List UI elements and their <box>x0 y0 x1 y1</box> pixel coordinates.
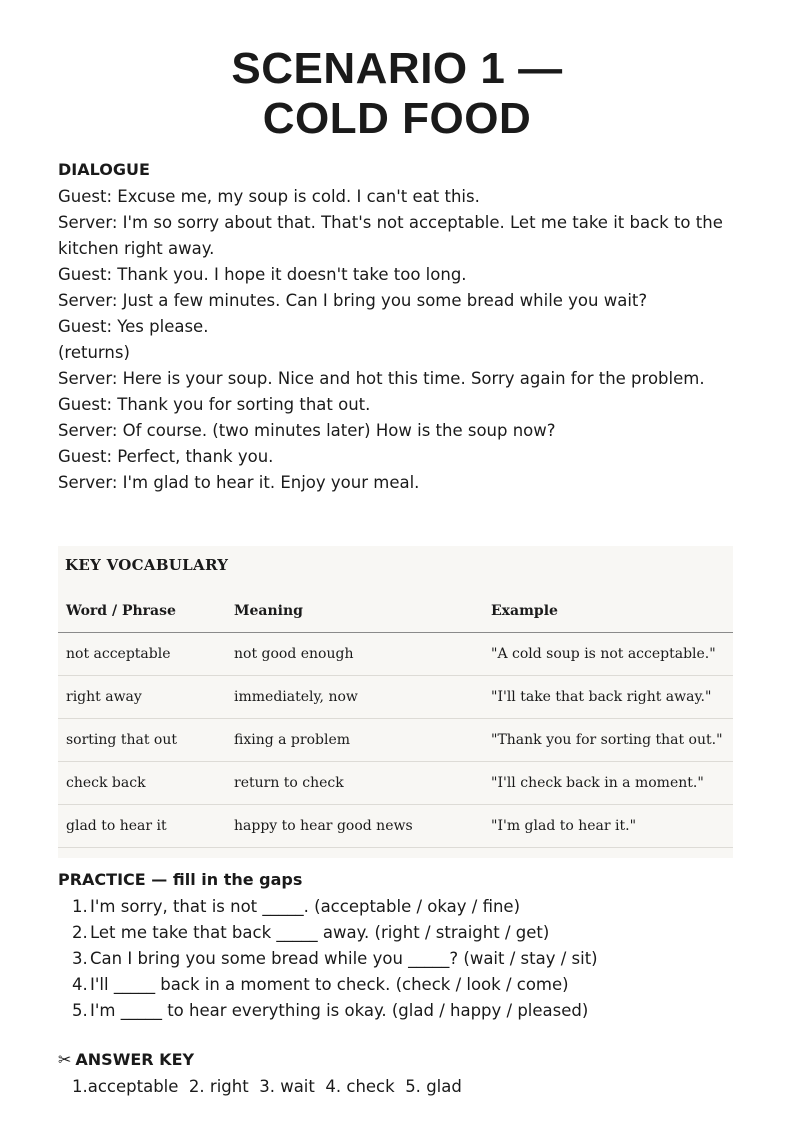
column-header-example: Example <box>483 590 733 633</box>
answer-key-list: 1.acceptable 2. right 3. wait 4. check 5. glad <box>72 1077 462 1096</box>
cell-meaning: immediately, now <box>226 676 483 719</box>
cell-meaning: happy to hear good news <box>226 805 483 848</box>
answer-key-heading: ANSWER KEY <box>75 1050 195 1069</box>
practice-item-text: I'm _____ to hear everything is okay. (glad / happy / pleased) <box>90 1001 589 1020</box>
cell-example: "Thank you for sorting that out." <box>483 719 733 762</box>
dialogue-text <box>58 184 748 496</box>
answer-item: acceptable <box>87 1077 179 1096</box>
page-title <box>0 44 794 144</box>
answer-item: right <box>209 1077 249 1096</box>
dialogue-line: Guest: Thank you for sorting that out. <box>58 395 371 414</box>
cell-meaning: return to check <box>226 762 483 805</box>
practice-item-text: I'm sorry, that is not _____. (acceptable / okay / fine) <box>90 897 521 916</box>
list-item: 5. I'm _____ to hear everything is okay. (glad / happy / pleased) <box>72 998 752 1024</box>
dialogue-line: Guest: Excuse me, my soup is cold. I can't eat this. <box>58 187 480 206</box>
list-item: 3. Can I bring you some bread while you _____? (wait / stay / sit) <box>72 946 752 972</box>
title-line-2: COLD FOOD <box>262 94 532 143</box>
list-item: 4. I'll _____ back in a moment to check. (check / look / come) <box>72 972 752 998</box>
cell-example: "A cold soup is not acceptable." <box>483 633 733 676</box>
cell-example: "I'll check back in a moment." <box>483 762 733 805</box>
answer-item: glad <box>426 1077 462 1096</box>
dialogue-line: (returns) <box>58 343 130 362</box>
table-header-row <box>58 590 733 633</box>
column-header-word: Word / Phrase <box>58 590 226 633</box>
dialogue-line: Server: Of course. (two minutes later) How is the soup now? <box>58 421 556 440</box>
cell-word: check back <box>58 762 226 805</box>
dialogue-line: Server: I'm so sorry about that. That's not acceptable. Let me take it back to the kitchen right away. <box>58 213 723 258</box>
cell-word: not acceptable <box>58 633 226 676</box>
cell-example: "I'll take that back right away." <box>483 676 733 719</box>
dialogue-line: Server: I'm glad to hear it. Enjoy your meal. <box>58 473 420 492</box>
practice-item-text: Can I bring you some bread while you _____? (wait / stay / sit) <box>90 949 598 968</box>
list-item: 2. Let me take that back _____ away. (right / straight / get) <box>72 920 752 946</box>
list-item: 1. I'm sorry, that is not _____. (acceptable / okay / fine) <box>72 894 752 920</box>
table-row <box>58 719 733 762</box>
table-row <box>58 805 733 848</box>
cell-example: "I'm glad to hear it." <box>483 805 733 848</box>
table-row <box>58 633 733 676</box>
vocabulary-heading: KEY VOCABULARY <box>65 556 229 574</box>
cell-word: right away <box>58 676 226 719</box>
title-line-1: SCENARIO 1 — <box>231 44 563 93</box>
dialogue-heading: DIALOGUE <box>58 160 150 179</box>
vocabulary-box <box>58 546 733 858</box>
answer-key-heading-row <box>58 1050 194 1069</box>
dialogue-line: Server: Here is your soup. Nice and hot this time. Sorry again for the problem. <box>58 369 705 388</box>
answer-item: check <box>346 1077 395 1096</box>
cell-word: glad to hear it <box>58 805 226 848</box>
dialogue-line: Guest: Yes please. <box>58 317 209 336</box>
cell-meaning: fixing a problem <box>226 719 483 762</box>
dialogue-line: Guest: Perfect, thank you. <box>58 447 274 466</box>
dialogue-line: Guest: Thank you. I hope it doesn't take too long. <box>58 265 467 284</box>
cell-word: sorting that out <box>58 719 226 762</box>
practice-list <box>72 894 752 1024</box>
practice-item-text: I'll _____ back in a moment to check. (check / look / come) <box>90 975 569 994</box>
table-row <box>58 762 733 805</box>
answer-item: wait <box>280 1077 315 1096</box>
practice-item-text: Let me take that back _____ away. (right / straight / get) <box>90 923 550 942</box>
cell-meaning: not good enough <box>226 633 483 676</box>
practice-heading: PRACTICE — fill in the gaps <box>58 870 303 889</box>
column-header-meaning: Meaning <box>226 590 483 633</box>
vocabulary-table <box>58 590 733 848</box>
table-row <box>58 676 733 719</box>
scissors-icon: ✂ <box>58 1050 72 1069</box>
dialogue-line: Server: Just a few minutes. Can I bring you some bread while you wait? <box>58 291 648 310</box>
